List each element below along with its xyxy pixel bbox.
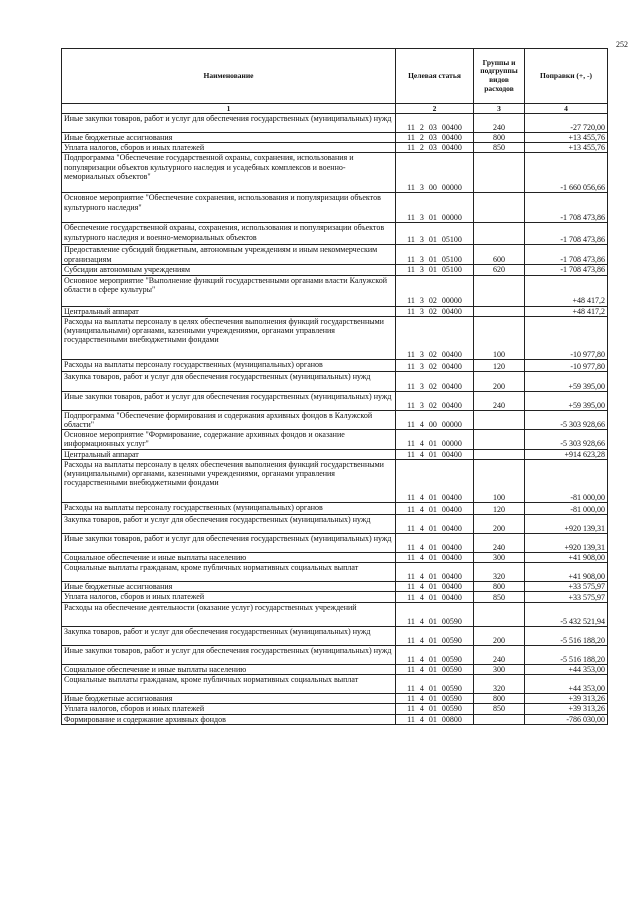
row-target-article: 11 4 01 00590 [396,603,474,627]
row-amendment: -1 660 056,66 [525,153,608,193]
row-target-article: 11 4 01 00400 [396,459,474,502]
row-amendment: -5 516 188,20 [525,627,608,646]
row-target-article: 11 3 01 05100 [396,245,474,265]
table-row [62,133,608,143]
table-row [62,153,608,193]
row-amendment: +33 575,97 [525,581,608,591]
table-row [62,627,608,646]
row-name: Центральный аппарат [62,449,396,459]
table-row [62,459,608,502]
row-name: Обеспечение государственной охраны, сохранения, использования и популяризации объектов культурного наследия и военно-мемориальных объектов [62,223,396,245]
row-expense-group: 800 [474,581,525,591]
row-expense-group: 850 [474,143,525,153]
row-target-article: 11 4 01 00400 [396,581,474,591]
row-expense-group: 320 [474,562,525,581]
table-row [62,714,608,724]
row-expense-group [474,306,525,316]
table-row [62,603,608,627]
row-name: Социальное обеспечение и иные выплаты населению [62,552,396,562]
row-name: Закупка товаров, работ и услуг для обеспечения государственных (муниципальных) нужд [62,371,396,391]
row-name: Иные бюджетные ассигнования [62,133,396,143]
row-expense-group: 800 [474,133,525,143]
row-target-article: 11 3 02 00400 [396,359,474,371]
table-row [62,359,608,371]
table-row [62,592,608,603]
row-target-article: 11 4 01 00590 [396,646,474,665]
row-name: Уплата налогов, сборов и иных платежей [62,592,396,603]
table-row [62,502,608,514]
table-body [62,114,608,725]
row-name: Подпрограмма "Обеспечение формирования и содержания архивных фондов в Калужской области" [62,410,396,429]
row-target-article: 11 4 01 00400 [396,592,474,603]
table-row [62,581,608,591]
row-name: Основное мероприятие "Выполнение функций государственными органами власти Калужской области в сфере культуры" [62,275,396,306]
column-number: 2 [396,104,474,114]
table-row [62,245,608,265]
row-expense-group: 240 [474,533,525,552]
row-name: Уплата налогов, сборов и иных платежей [62,143,396,153]
row-amendment: +39 313,26 [525,694,608,704]
row-expense-group: 850 [474,592,525,603]
row-expense-group: 120 [474,502,525,514]
table-row [62,193,608,223]
row-target-article: 11 4 01 00590 [396,694,474,704]
row-target-article: 11 4 00 00000 [396,410,474,429]
table-row [62,449,608,459]
row-name: Расходы на выплаты персоналу государственных (муниципальных) органов [62,502,396,514]
row-expense-group [474,223,525,245]
row-amendment: -5 303 928,66 [525,410,608,429]
row-expense-group: 300 [474,665,525,675]
row-amendment: -786 030,00 [525,714,608,724]
header-target-article: Целевая статья [396,49,474,104]
table-row [62,316,608,359]
row-name: Иные закупки товаров, работ и услуг для обеспечения государственных (муниципальных) нужд [62,114,396,133]
row-name: Основное мероприятие "Обеспечение сохранения, использования и популяризации объектов культурного наследия" [62,193,396,223]
row-amendment: +914 623,28 [525,449,608,459]
row-target-article: 11 3 02 00400 [396,391,474,410]
row-expense-group: 620 [474,265,525,275]
row-target-article: 11 4 01 00400 [396,449,474,459]
header-row [62,49,608,104]
row-amendment: -5 303 928,66 [525,430,608,449]
row-expense-group: 600 [474,245,525,265]
row-name: Уплата налогов, сборов и иных платежей [62,704,396,714]
table-row [62,675,608,694]
table-row [62,430,608,449]
row-expense-group: 100 [474,316,525,359]
row-name: Иные бюджетные ассигнования [62,581,396,591]
row-name: Социальные выплаты гражданам, кроме публичных нормативных социальных выплат [62,562,396,581]
row-name: Центральный аппарат [62,306,396,316]
table-row [62,562,608,581]
row-target-article: 11 4 01 00400 [396,533,474,552]
row-amendment: -1 708 473,86 [525,265,608,275]
row-amendment: -1 708 473,86 [525,193,608,223]
row-name: Расходы на выплаты персоналу в целях обеспечения выполнения функций государственными (муниципальными) органами, казенными учреждениями, органами управления государственными внебюджетными фондами [62,459,396,502]
row-amendment: +44 353,00 [525,675,608,694]
row-expense-group [474,275,525,306]
row-expense-group: 120 [474,359,525,371]
row-target-article: 11 4 01 00590 [396,627,474,646]
row-amendment: -1 708 473,86 [525,223,608,245]
table-row [62,223,608,245]
row-amendment: +48 417,2 [525,275,608,306]
row-target-article: 11 4 01 00400 [396,502,474,514]
table-row [62,552,608,562]
row-amendment: -81 000,00 [525,502,608,514]
row-amendment: -10 977,80 [525,316,608,359]
row-target-article: 11 3 02 00400 [396,371,474,391]
budget-table [61,48,608,725]
row-amendment: +59 395,00 [525,371,608,391]
row-amendment: +920 139,31 [525,533,608,552]
table-row [62,275,608,306]
row-target-article: 11 2 03 00400 [396,114,474,133]
table-row [62,646,608,665]
table-row [62,391,608,410]
row-name: Предоставление субсидий бюджетным, автономным учреждениям и иным некоммерческим организациям [62,245,396,265]
row-name: Иные закупки товаров, работ и услуг для обеспечения государственных (муниципальных) нужд [62,533,396,552]
row-target-article: 11 4 01 00400 [396,562,474,581]
column-number: 4 [525,104,608,114]
row-target-article: 11 4 01 00590 [396,675,474,694]
row-amendment: +44 353,00 [525,665,608,675]
row-expense-group [474,193,525,223]
table-row [62,265,608,275]
row-expense-group: 200 [474,627,525,646]
row-name: Расходы на выплаты персоналу государственных (муниципальных) органов [62,359,396,371]
table-row [62,114,608,133]
row-target-article: 11 4 01 00590 [396,704,474,714]
row-target-article: 11 3 01 05100 [396,223,474,245]
row-expense-group: 240 [474,391,525,410]
row-amendment: +59 395,00 [525,391,608,410]
row-target-article: 11 4 01 00590 [396,665,474,675]
row-amendment: +13 455,76 [525,133,608,143]
row-target-article: 11 4 01 00400 [396,514,474,533]
row-expense-group [474,153,525,193]
table-row [62,371,608,391]
table-row [62,694,608,704]
row-target-article: 11 3 01 05100 [396,265,474,275]
row-expense-group [474,603,525,627]
row-target-article: 11 3 02 00000 [396,275,474,306]
row-amendment: -5 432 521,94 [525,603,608,627]
row-amendment: -5 516 188,20 [525,646,608,665]
column-number: 1 [62,104,396,114]
row-name: Социальное обеспечение и иные выплаты населению [62,665,396,675]
row-name: Формирование и содержание архивных фондов [62,714,396,724]
row-expense-group [474,714,525,724]
row-expense-group: 850 [474,704,525,714]
row-name: Расходы на выплаты персоналу в целях обеспечения выполнения функций государственными (муниципальными) органами, казенными учреждениями, органами управления государственными внебюджетными фондами [62,316,396,359]
row-name: Субсидии автономным учреждениям [62,265,396,275]
row-expense-group [474,449,525,459]
row-name: Иные бюджетные ассигнования [62,694,396,704]
row-name: Иные закупки товаров, работ и услуг для обеспечения государственных (муниципальных) нужд [62,391,396,410]
row-expense-group [474,430,525,449]
row-target-article: 11 3 02 00400 [396,306,474,316]
row-name: Закупка товаров, работ и услуг для обеспечения государственных (муниципальных) нужд [62,514,396,533]
row-amendment: -27 720,00 [525,114,608,133]
column-number: 3 [474,104,525,114]
row-amendment: -10 977,80 [525,359,608,371]
table-row [62,704,608,714]
row-target-article: 11 3 02 00400 [396,316,474,359]
row-expense-group: 320 [474,675,525,694]
row-name: Социальные выплаты гражданам, кроме публичных нормативных социальных выплат [62,675,396,694]
row-target-article: 11 4 01 00400 [396,552,474,562]
row-target-article: 11 2 03 00400 [396,143,474,153]
row-amendment: +48 417,2 [525,306,608,316]
row-expense-group: 200 [474,514,525,533]
page-number: 252 [616,40,628,49]
row-target-article: 11 2 03 00400 [396,133,474,143]
row-target-article: 11 4 01 00000 [396,430,474,449]
row-name: Основное мероприятие "Формирование, содержание архивных фондов и оказание информационных услуг" [62,430,396,449]
table-row [62,143,608,153]
header-name: Наименование [62,49,396,104]
row-target-article: 11 3 01 00000 [396,193,474,223]
table-row [62,533,608,552]
row-expense-group: 240 [474,646,525,665]
row-expense-group: 300 [474,552,525,562]
row-expense-group: 200 [474,371,525,391]
row-amendment: +33 575,97 [525,592,608,603]
column-number-row [62,104,608,114]
header-amendments: Поправки (+, -) [525,49,608,104]
row-expense-group: 100 [474,459,525,502]
row-amendment: +39 313,26 [525,704,608,714]
table-row [62,306,608,316]
row-expense-group: 800 [474,694,525,704]
row-expense-group [474,410,525,429]
row-target-article: 11 4 01 00800 [396,714,474,724]
row-amendment: +920 139,31 [525,514,608,533]
row-amendment: -1 708 473,86 [525,245,608,265]
row-expense-group: 240 [474,114,525,133]
table-row [62,665,608,675]
row-amendment: +41 908,00 [525,552,608,562]
table-row [62,514,608,533]
row-name: Закупка товаров, работ и услуг для обеспечения государственных (муниципальных) нужд [62,627,396,646]
header-expense-groups: Группы и подгруппы видов расходов [474,49,525,104]
row-amendment: -81 000,00 [525,459,608,502]
row-amendment: +41 908,00 [525,562,608,581]
row-amendment: +13 455,76 [525,143,608,153]
row-target-article: 11 3 00 00000 [396,153,474,193]
row-name: Подпрограмма "Обеспечение государственной охраны, сохранения, использования и популяризации объектов культурного наследия и усадебных комплексов и военно-мемориальных объектов" [62,153,396,193]
table-row [62,410,608,429]
row-name: Расходы на обеспечение деятельности (оказание услуг) государственных учреждений [62,603,396,627]
row-name: Иные закупки товаров, работ и услуг для обеспечения государственных (муниципальных) нужд [62,646,396,665]
